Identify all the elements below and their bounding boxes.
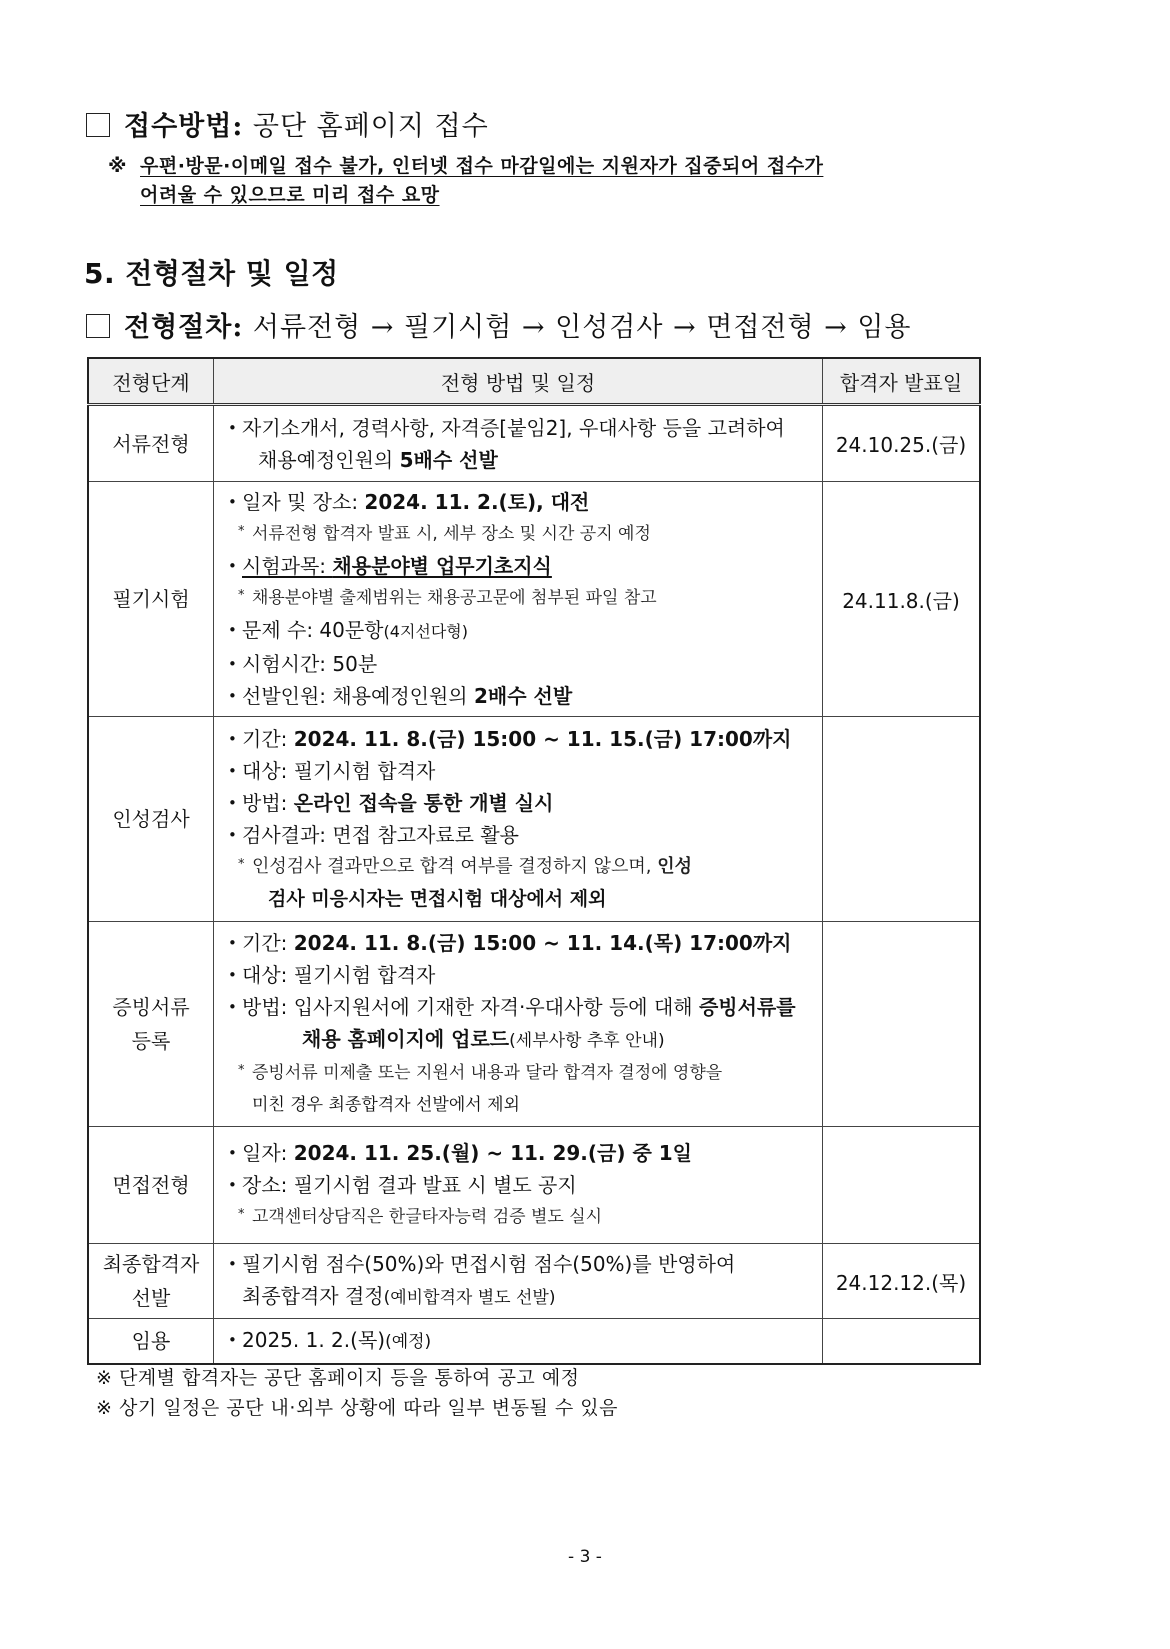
- procedure-line: [86, 305, 912, 344]
- date-cell: 24.11.8.(금): [823, 482, 981, 717]
- desc-item: • 장소: 필기시험 결과 발표 시 별도 공지: [228, 1169, 812, 1201]
- reception-note: [108, 152, 988, 210]
- reception-note-line1: 우편·방문·이메일 접수 불가, 인터넷 접수 마감일에는 지원자가 집중되어 접수가: [140, 155, 824, 177]
- stage-cell: 서류전형: [88, 405, 214, 482]
- table-row: [88, 922, 980, 1127]
- square-bullet-icon: [86, 314, 110, 338]
- desc-item: • 문제 수: 40문항(4지선다형): [228, 614, 812, 648]
- stage-cell: 최종합격자 선발: [88, 1244, 214, 1319]
- desc-cont: 채용 홈페이지에 업로드(세부사항 추후 안내): [302, 1027, 665, 1051]
- procedure-value: 서류전형 → 필기시험 → 인성검사 → 면접전형 → 임용: [252, 312, 912, 343]
- footnote: ※ 상기 일정은 공단 내·외부 상황에 따라 일부 변동될 수 있음: [96, 1397, 618, 1419]
- method-cell: [214, 1127, 823, 1244]
- stage-cell: 증빙서류 등록: [88, 922, 214, 1127]
- desc-item: • 시험과목: 채용분야별 업무기초지식: [228, 550, 812, 582]
- desc-subnote: * 증빙서류 미제출 또는 지원서 내용과 달라 합격자 결정에 영향을: [228, 1057, 812, 1089]
- desc-item: • 필기시험 점수(50%)와 면접시험 점수(50%)를 반영하여: [228, 1248, 812, 1280]
- header-date: 합격자 발표일: [823, 358, 981, 405]
- table-row: [88, 717, 980, 922]
- table-row: [88, 1127, 980, 1244]
- footnote: ※ 단계별 합격자는 공단 홈페이지 등을 통하여 공고 예정: [96, 1367, 580, 1389]
- method-cell: [214, 405, 823, 482]
- table-row: [88, 1319, 980, 1364]
- method-cell: [214, 1244, 823, 1319]
- stage-cell: 임용: [88, 1319, 214, 1364]
- desc-subnote-cont: 미친 경우 최종합격자 선발에서 제외: [252, 1095, 520, 1115]
- procedure-label: 전형절차:: [124, 312, 244, 343]
- page-number: - 3 -: [568, 1547, 602, 1567]
- method-cell: [214, 717, 823, 922]
- stage-cell: 면접전형: [88, 1127, 214, 1244]
- desc-item: • 기간: 2024. 11. 8.(금) 15:00 ~ 11. 15.(금) 17:00까지: [228, 723, 812, 755]
- schedule-table: [87, 357, 981, 1365]
- desc-subnote: * 고객센터상담직은 한글타자능력 검증 별도 실시: [228, 1201, 812, 1233]
- method-cell: [214, 1319, 823, 1364]
- desc-item: • 자기소개서, 경력사항, 자격증[붙임2], 우대사항 등을 고려하여: [228, 412, 812, 444]
- desc-cont: 최종합격자 결정(예비합격자 별도 선발): [242, 1284, 556, 1308]
- header-stage: 전형단계: [88, 358, 214, 405]
- method-cell: [214, 482, 823, 717]
- desc-item: • 2025. 1. 2.(목)(예정): [228, 1324, 812, 1358]
- date-cell: 24.12.12.(목): [823, 1244, 981, 1319]
- desc-item: • 대상: 필기시험 합격자: [228, 959, 812, 991]
- desc-item: • 시험시간: 50분: [228, 648, 812, 680]
- reception-method-line: [86, 104, 489, 143]
- stage-cell: 필기시험: [88, 482, 214, 717]
- table-row: [88, 405, 980, 482]
- desc-subnote-cont: 검사 미응시자는 면접시험 대상에서 제외: [268, 888, 607, 910]
- desc-subnote: * 서류전형 합격자 발표 시, 세부 장소 및 시간 공지 예정: [228, 518, 812, 550]
- desc-item: • 방법: 입사지원서에 기재한 자격·우대사항 등에 대해 증빙서류를: [228, 991, 812, 1023]
- date-cell: 24.10.25.(금): [823, 405, 981, 482]
- section-title: 5. 전형절차 및 일정: [84, 257, 339, 290]
- desc-item: • 일자 및 장소: 2024. 11. 2.(토), 대전: [228, 486, 812, 518]
- table-header-row: [88, 358, 980, 405]
- method-cell: [214, 922, 823, 1127]
- desc-item: • 대상: 필기시험 합격자: [228, 755, 812, 787]
- date-cell: [823, 922, 981, 1127]
- desc-item: • 선발인원: 채용예정인원의 2배수 선발: [228, 680, 812, 712]
- date-cell: [823, 1127, 981, 1244]
- desc-cont: 채용예정인원의 5배수 선발: [258, 447, 498, 472]
- table-row: [88, 482, 980, 717]
- date-cell: [823, 717, 981, 922]
- desc-item: • 검사결과: 면접 참고자료로 활용: [228, 819, 812, 851]
- desc-item: • 일자: 2024. 11. 25.(월) ~ 11. 29.(금) 중 1일: [228, 1137, 812, 1169]
- desc-subnote: * 인성검사 결과만으로 합격 여부를 결정하지 않으며, 인성: [228, 851, 812, 883]
- desc-item: • 방법: 온라인 접속을 통한 개별 실시: [228, 787, 812, 819]
- table-row: [88, 1244, 980, 1319]
- header-method: 전형 방법 및 일정: [214, 358, 823, 405]
- reference-mark-icon: ※: [108, 155, 127, 177]
- desc-subnote: * 채용분야별 출제범위는 채용공고문에 첨부된 파일 참고: [228, 582, 812, 614]
- date-cell: [823, 1319, 981, 1364]
- stage-cell: 인성검사: [88, 717, 214, 922]
- reception-method-label: 접수방법:: [124, 111, 244, 142]
- square-bullet-icon: [86, 113, 110, 137]
- reception-method-value: 공단 홈페이지 접수: [252, 111, 489, 142]
- reception-note-line2: 어려울 수 있으므로 미리 접수 요망: [140, 184, 440, 206]
- desc-item: • 기간: 2024. 11. 8.(금) 15:00 ~ 11. 14.(목) 17:00까지: [228, 927, 812, 959]
